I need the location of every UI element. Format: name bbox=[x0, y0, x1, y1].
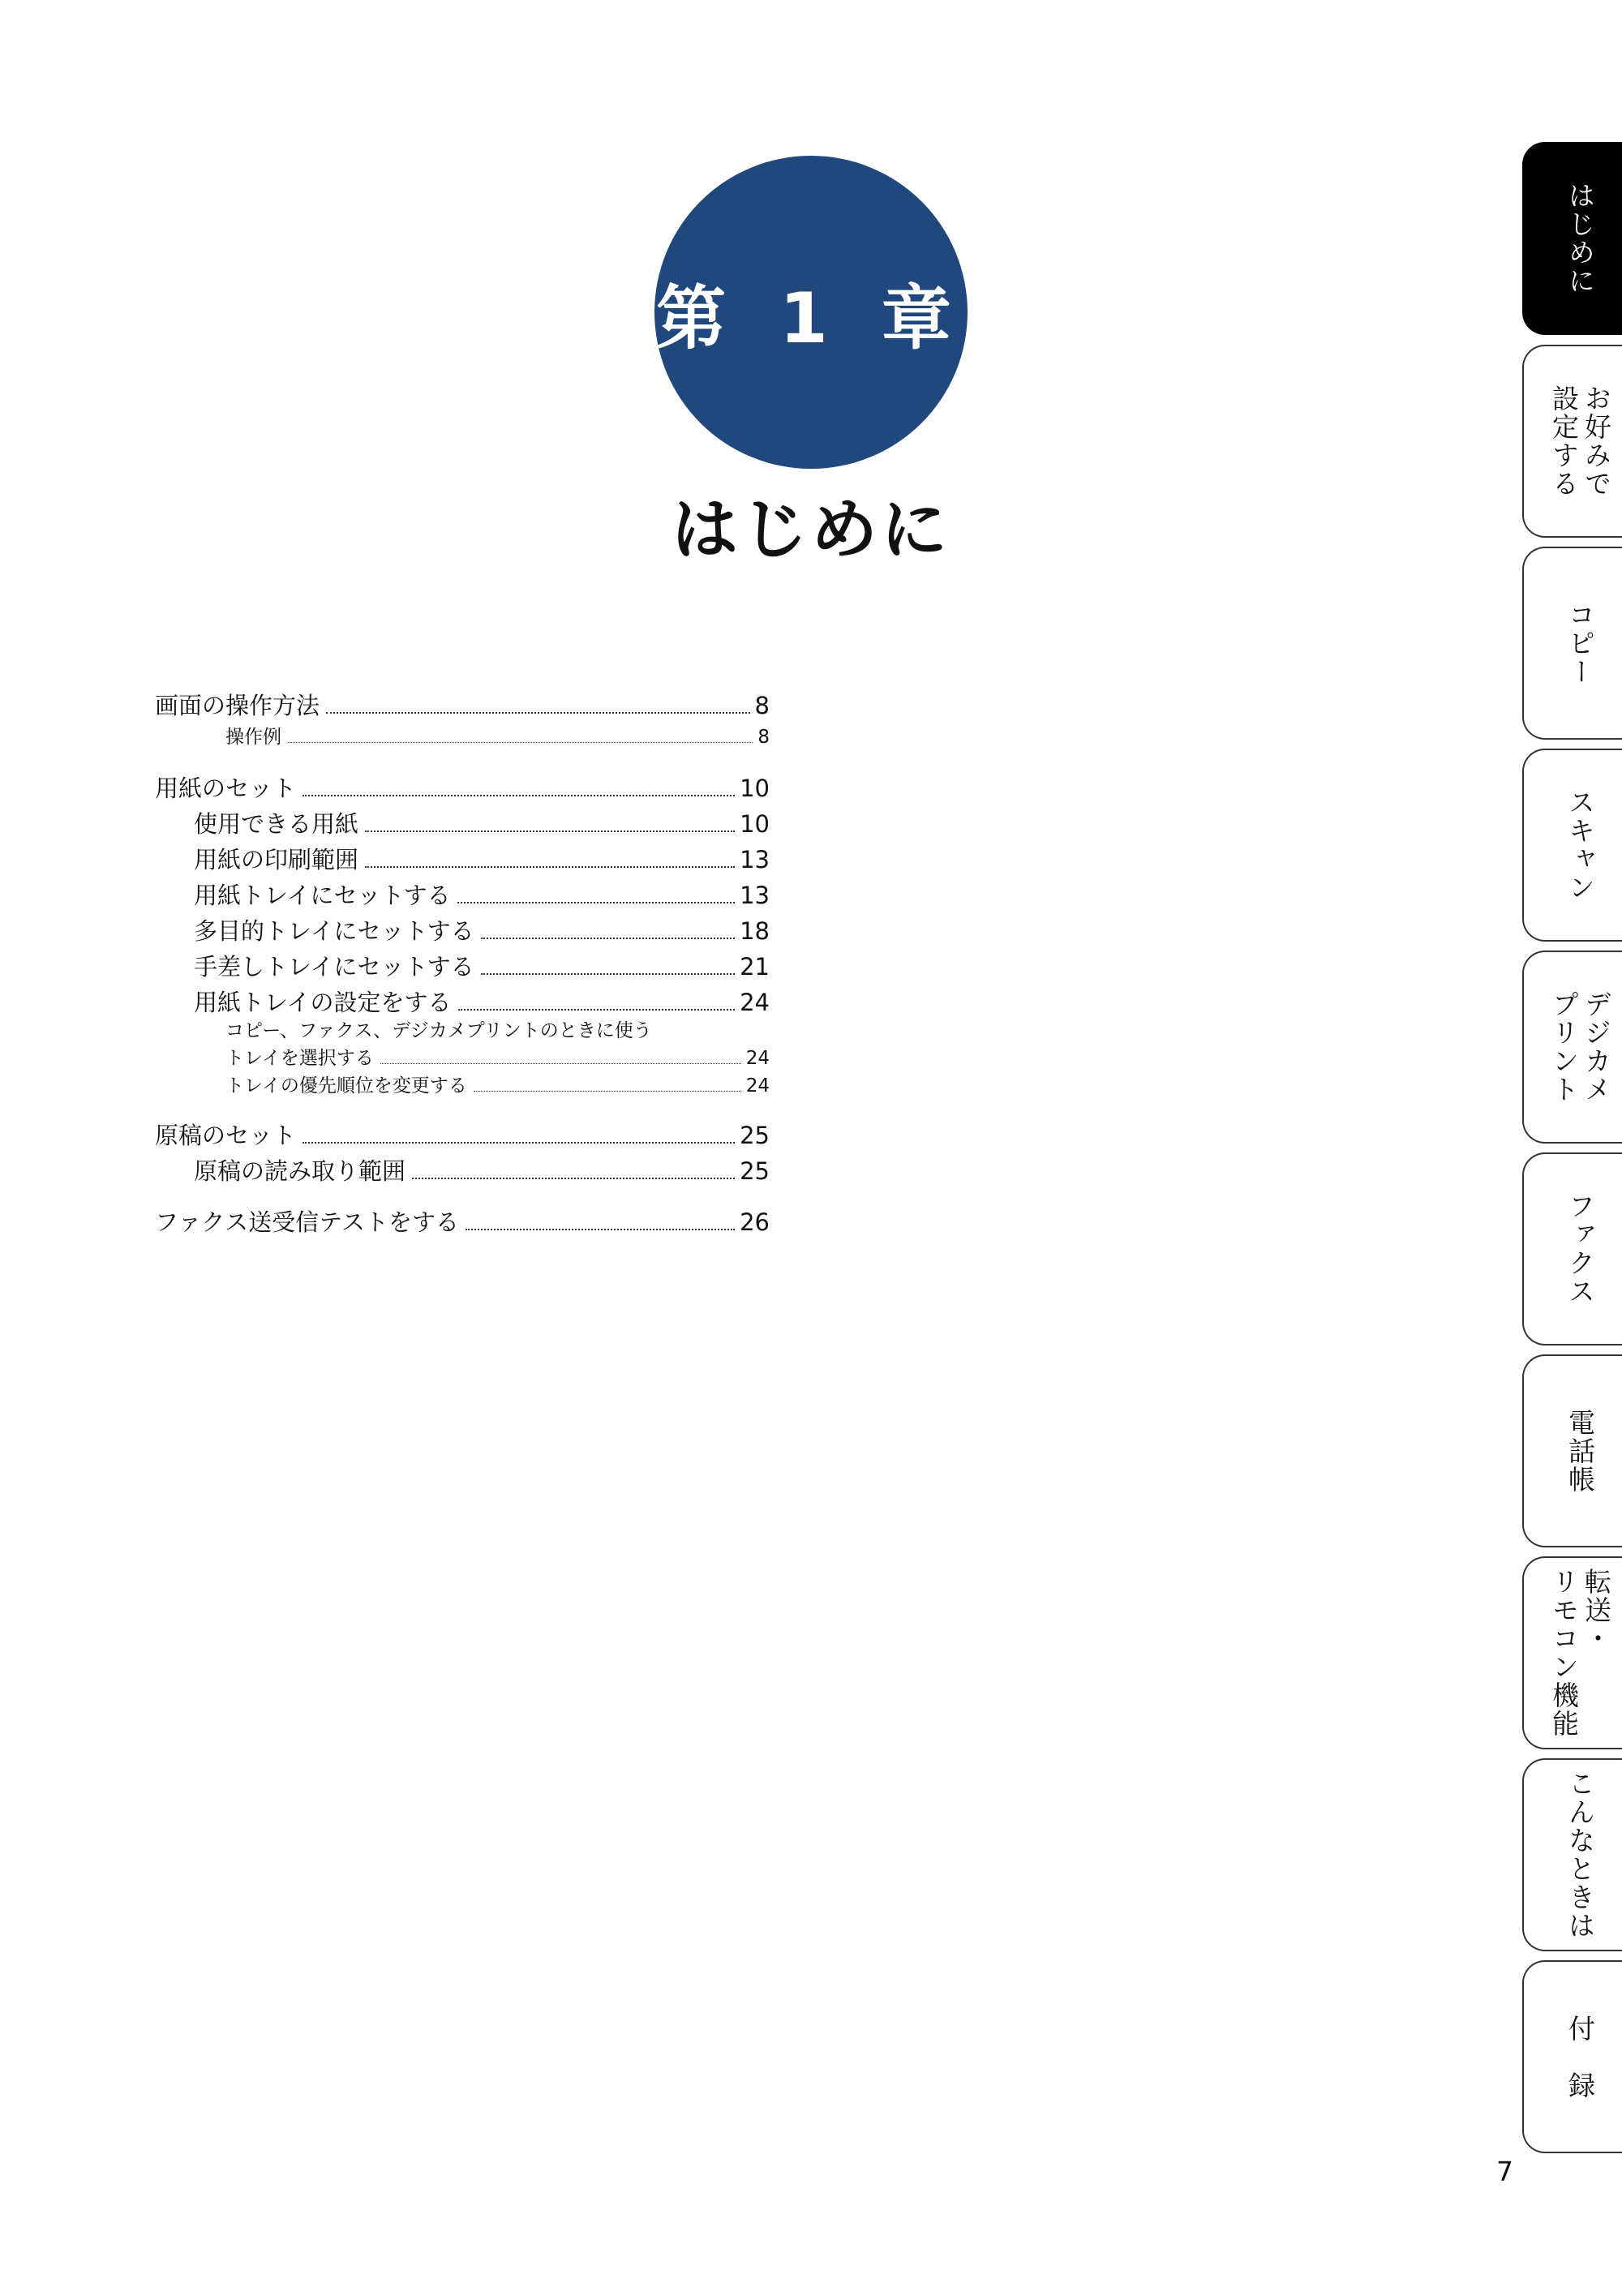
tab-label: デジカメ プリント bbox=[1548, 990, 1612, 1104]
page-number: 7 bbox=[1496, 2156, 1513, 2187]
toc-entry-label: トレイの優先順位を変更する bbox=[225, 1075, 467, 1097]
toc-leader bbox=[466, 1229, 735, 1230]
tab-label: スキャン bbox=[1564, 788, 1596, 902]
toc-entry-label: 原稿の読み取り範囲 bbox=[194, 1157, 406, 1185]
tab-scan[interactable] bbox=[1522, 749, 1622, 942]
toc-entry[interactable] bbox=[155, 949, 770, 982]
toc-entry[interactable] bbox=[155, 806, 770, 839]
toc-entry-page: 21 bbox=[740, 953, 770, 981]
toc-entry-label: ファクス送受信テストをする bbox=[155, 1208, 459, 1236]
toc-leader bbox=[365, 830, 735, 832]
toc-leader bbox=[458, 1009, 736, 1011]
tab-label: ファクス bbox=[1564, 1192, 1596, 1306]
toc-entry-label: 原稿のセット bbox=[155, 1122, 297, 1149]
chapter-number: 第 1 章 bbox=[656, 278, 966, 359]
tab-fax[interactable] bbox=[1522, 1152, 1622, 1345]
tab-photo-print[interactable] bbox=[1522, 951, 1622, 1144]
toc-entry[interactable] bbox=[155, 770, 770, 804]
toc-entry-label-line1: コピー、ファクス、デジカメプリントのときに使う bbox=[225, 1020, 652, 1041]
tab-label: 付 録 bbox=[1564, 2014, 1596, 2100]
toc-entry[interactable] bbox=[155, 1043, 770, 1070]
chapter-title: はじめに bbox=[671, 491, 950, 569]
toc-leader bbox=[412, 1178, 735, 1179]
toc-entry-label: トレイを選択する bbox=[225, 1048, 374, 1069]
toc-entry-page: 8 bbox=[754, 692, 770, 719]
toc-entry-label: 用紙のセット bbox=[155, 775, 297, 802]
toc-leader bbox=[474, 1091, 741, 1092]
tab-preferences[interactable] bbox=[1522, 345, 1622, 538]
tab-introduction[interactable] bbox=[1522, 142, 1622, 335]
tab-appendix[interactable] bbox=[1522, 1960, 1622, 2153]
toc-leader bbox=[457, 902, 735, 903]
toc-entry-page: 25 bbox=[740, 1122, 770, 1149]
tab-label: 電話帳 bbox=[1564, 1408, 1596, 1494]
toc-leader bbox=[326, 712, 750, 714]
tab-phonebook[interactable] bbox=[1522, 1354, 1622, 1547]
toc-leader bbox=[365, 866, 735, 868]
toc-entry-page: 24 bbox=[745, 1048, 770, 1069]
tab-troubleshooting[interactable] bbox=[1522, 1758, 1622, 1951]
toc-entry[interactable] bbox=[155, 985, 770, 1018]
toc-entry-page: 8 bbox=[757, 727, 770, 748]
toc-entry-page: 13 bbox=[740, 846, 770, 873]
toc-entry-page: 10 bbox=[740, 775, 770, 802]
toc-entry-page: 13 bbox=[740, 882, 770, 909]
tab-label: こんなときは bbox=[1564, 1770, 1596, 1940]
tab-label: はじめに bbox=[1564, 182, 1596, 295]
toc-entry-label: 用紙の印刷範囲 bbox=[194, 846, 359, 873]
toc-entry-label: 画面の操作方法 bbox=[155, 692, 320, 719]
toc-entry[interactable] bbox=[155, 1153, 770, 1187]
toc-entry[interactable] bbox=[155, 1118, 770, 1151]
toc-leader bbox=[380, 1063, 741, 1064]
toc-leader bbox=[481, 973, 735, 975]
tab-forwarding-remote[interactable] bbox=[1522, 1556, 1622, 1749]
toc-entry-page: 18 bbox=[740, 917, 770, 945]
toc-leader bbox=[481, 938, 735, 939]
toc-entry[interactable] bbox=[155, 1204, 770, 1238]
toc-entry-page: 10 bbox=[740, 810, 770, 838]
toc-entry-page: 26 bbox=[740, 1208, 770, 1236]
tab-copy[interactable] bbox=[1522, 547, 1622, 740]
tab-label: 転送・ リモコン機能 bbox=[1548, 1568, 1612, 1738]
tab-label: お好みで 設定する bbox=[1548, 384, 1612, 498]
toc-entry[interactable] bbox=[155, 688, 770, 721]
toc-entry[interactable] bbox=[155, 1071, 770, 1097]
toc-leader bbox=[303, 1142, 735, 1144]
toc-entry-page: 24 bbox=[740, 989, 770, 1016]
toc-entry[interactable] bbox=[155, 913, 770, 946]
toc-leader bbox=[303, 795, 735, 796]
tab-label: コピー bbox=[1564, 600, 1596, 686]
toc-entry[interactable] bbox=[155, 842, 770, 875]
toc-entry-label: 用紙トレイにセットする bbox=[194, 882, 451, 909]
toc-entry[interactable] bbox=[155, 878, 770, 911]
toc-entry-page: 25 bbox=[740, 1157, 770, 1185]
toc-entry-label: 操作例 bbox=[225, 727, 281, 748]
toc-entry-label: 多目的トレイにセットする bbox=[194, 917, 474, 945]
toc-leader bbox=[288, 742, 753, 743]
toc-entry[interactable] bbox=[155, 722, 770, 749]
toc-entry-label: 使用できる用紙 bbox=[194, 810, 359, 838]
toc-entry-page: 24 bbox=[745, 1075, 770, 1097]
chapter-badge bbox=[654, 156, 968, 469]
toc-entry-label: 用紙トレイの設定をする bbox=[194, 989, 452, 1016]
toc-entry-label: 手差しトレイにセットする bbox=[194, 953, 474, 981]
